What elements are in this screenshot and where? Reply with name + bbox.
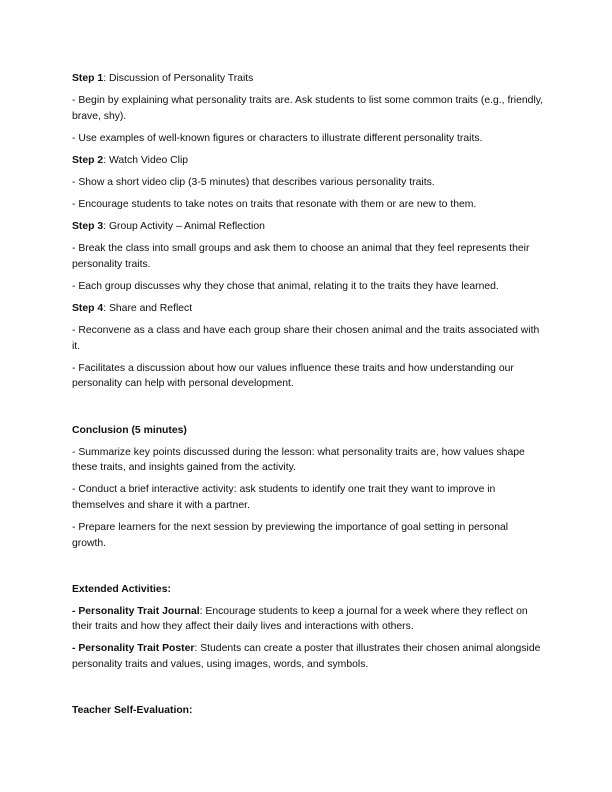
list-item: - Begin by explaining what personality traits are. Ask students to list some common traits (e.g., friendly, brave, shy). bbox=[72, 95, 544, 122]
activity-label: - Personality Trait Journal bbox=[72, 605, 200, 617]
list-item: - Each group discusses why they chose that animal, relating it to the traits they have learned. bbox=[72, 280, 499, 292]
activity-label: - Personality Trait Poster bbox=[72, 643, 195, 655]
spacer bbox=[72, 679, 544, 703]
conclusion-heading: Conclusion (5 minutes) bbox=[72, 424, 187, 436]
step-label: Step 2 bbox=[72, 154, 104, 166]
extended-activities-heading: Extended Activities: bbox=[72, 583, 171, 595]
step-title: : Discussion of Personality Traits bbox=[103, 73, 254, 84]
step-label: Step 3 bbox=[72, 221, 104, 233]
step-title: : Watch Video Clip bbox=[103, 154, 189, 166]
list-item: - Use examples of well-known figures or characters to illustrate different personality traits. bbox=[72, 132, 483, 144]
list-item: - Conduct a brief interactive activity: ask students to identify one trait they want to improve in themselves and share it with a partner. bbox=[72, 484, 496, 511]
list-item: - Break the class into small groups and ask them to choose an animal that they feel represents their personality traits. bbox=[72, 243, 530, 270]
step-4-heading bbox=[72, 301, 544, 317]
step-label: Step 1 bbox=[72, 73, 104, 84]
spacer bbox=[72, 399, 544, 423]
activity-text: : Encourage students to keep a journal for a week where they reflect on their traits and how they affect their daily lives and interactions with others. bbox=[72, 605, 528, 633]
list-item: - Encourage students to take notes on traits that resonate with them or are new to them. bbox=[72, 199, 477, 211]
step-1-heading bbox=[72, 71, 544, 87]
list-item bbox=[72, 604, 544, 635]
list-item: - Prepare learners for the next session by previewing the importance of goal setting in personal growth. bbox=[72, 521, 509, 549]
step-3-heading bbox=[72, 219, 544, 235]
step-label: Step 4 bbox=[72, 303, 104, 315]
list-item: - Show a short video clip (3-5 minutes) that describes various personality traits. bbox=[72, 176, 435, 188]
step-title: : Share and Reflect bbox=[103, 303, 193, 315]
list-item: - Summarize key points discussed during the lesson: what personality traits are, how values shape these traits, and insights gained from the activity. bbox=[72, 446, 525, 474]
step-2-heading bbox=[72, 153, 544, 169]
teacher-self-evaluation-heading: Teacher Self-Evaluation: bbox=[72, 705, 193, 717]
list-item: - Reconvene as a class and have each group share their chosen animal and the traits associated with it. bbox=[72, 325, 540, 352]
list-item bbox=[72, 641, 544, 672]
document-page bbox=[72, 71, 544, 725]
list-item: - Facilitates a discussion about how our values influence these traits and how understanding our personality can help with personal development. bbox=[72, 362, 514, 390]
step-title: : Group Activity – Animal Reflection bbox=[103, 221, 265, 233]
spacer bbox=[72, 558, 544, 582]
activity-text: : Students can create a poster that illustrates their chosen animal alongside personality traits and values, using images, words, and symbols. bbox=[72, 643, 541, 671]
